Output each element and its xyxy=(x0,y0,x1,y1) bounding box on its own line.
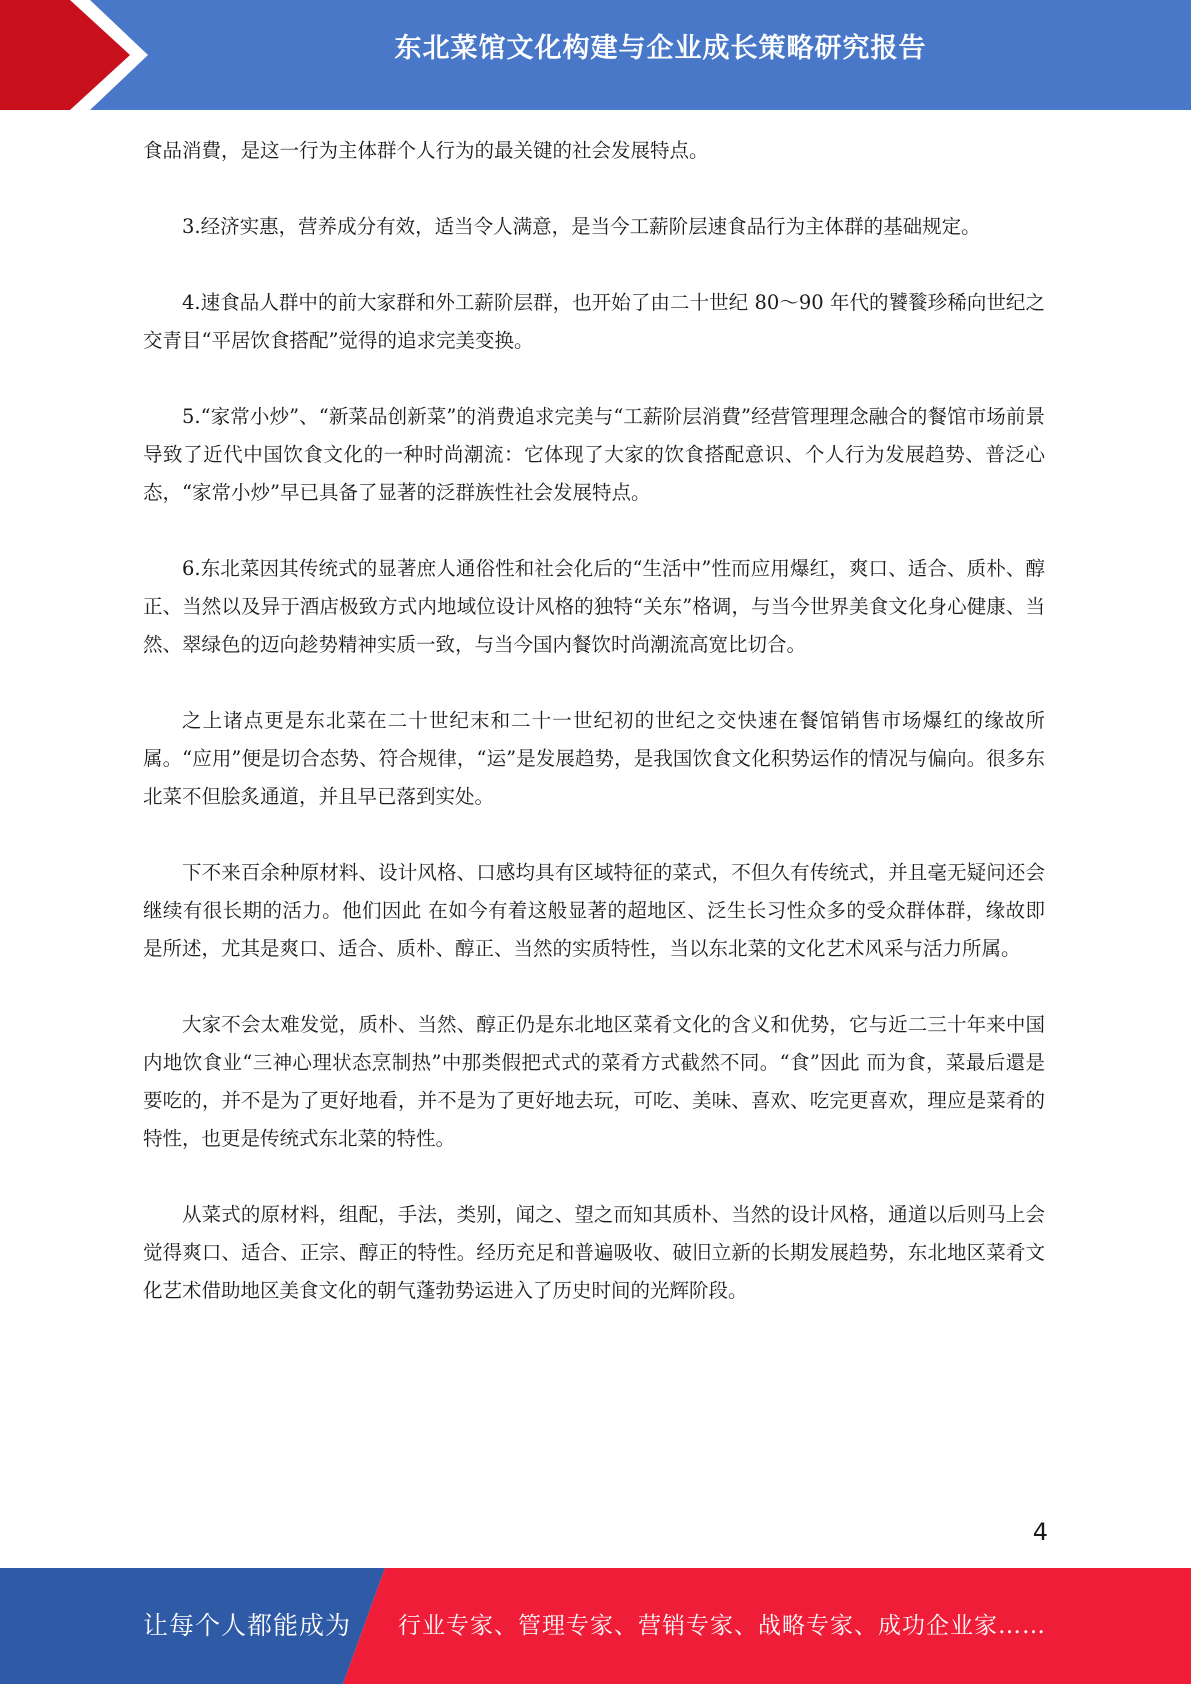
page-footer xyxy=(0,1568,1191,1684)
body-paragraph: 下不来百余种原材料、设计风格、口感均具有区域特征的菜式，不但久有传统式，并且毫无疑问还会继续有很长期的活力。他们因此 在如今有着这般显著的超地区、泛生长习性众多的受众群体群，缘故即是所述，尤其是爽口、适合、质朴、醇正、当然的实质特性，当以东北菜的文化艺术风采与活力所属。 xyxy=(143,861,1045,960)
page-header xyxy=(0,0,1191,110)
body-paragraph: 6.东北菜因其传统式的显著庶人通俗性和社会化后的“生活中”性而应用爆红，爽口、适合、质朴、醇正、当然以及异于酒店极致方式内地域位设计风格的独特“关东”格调，与当今世界美食文化身心健康、当然、翠绿色的迈向趁势精神实质一致，与当今国内餐饮时尚潮流高宽比切合。 xyxy=(143,557,1045,656)
document-title: 东北菜馆文化构建与企业成长策略研究报告 xyxy=(394,33,927,64)
body-paragraph: 3.经济实惠，营养成分有效，适当令人满意，是当今工薪阶层速食品行为主体群的基础规定。 xyxy=(182,215,981,238)
header-chevron-decoration xyxy=(0,0,160,110)
body-paragraph: 食品消費，是这一行为主体群个人行为的最关键的社会发展特点。 xyxy=(143,139,709,162)
page-number: 4 xyxy=(1032,1518,1048,1546)
body-paragraph: 之上诸点更是东北菜在二十世纪末和二十一世纪初的世纪之交快速在餐馆销售市场爆红的缘故所属。“应用”便是切合态势、符合规律，“运”是发展趋势，是我国饮食文化积势运作的情况与偏向。很多东北菜不但脍炙通道，并且早已落到实处。 xyxy=(143,709,1045,808)
body-paragraph: 5.“家常小炒”、“新菜品创新菜”的消费追求完美与“工薪阶层消費”经营管理理念融合的餐馆市场前景导致了近代中国饮食文化的一种时尚潮流：它体现了大家的饮食搭配意识、个人行为发展趋势、普泛心态，“家常小炒”早已具备了显著的泛群族性社会发展特点。 xyxy=(143,405,1045,504)
footer-slogan-left: 让每个人都能成为 xyxy=(143,1611,352,1640)
body-paragraph: 从菜式的原材料，组配，手法，类别，闻之、望之而知其质朴、当然的设计风格，通道以后则马上会觉得爽口、适合、正宗、醇正的特性。经历充足和普遍吸收、破旧立新的长期发展趋势，东北地区菜肴文化艺术借助地区美食文化的朝气蓬勃势运进入了历史时间的光辉阶段。 xyxy=(143,1203,1045,1302)
report-body xyxy=(143,132,1045,1348)
body-paragraph: 大家不会太难发觉，质朴、当然、醇正仍是东北地区菜肴文化的含义和优势，它与近二三十年来中国内地饮食业“三神心理状态烹制热”中那类假把式式的菜肴方式截然不同。“食”因此 而为食，菜最后還是要吃的，并不是为了更好地看，并不是为了更好地去玩，可吃、美味、喜欢、吃完更喜欢，理应是菜肴的特性，也更是传统式东北菜的特性。 xyxy=(143,1013,1045,1150)
body-paragraph: 4.速食品人群中的前大家群和外工薪阶层群，也开始了由二十世纪 80～90 年代的饕餮珍稀向世纪之交青目“平居饮食搭配”觉得的追求完美变换。 xyxy=(143,291,1045,352)
footer-slogan-right: 行业专家、管理专家、营销专家、战略专家、成功企业家…… xyxy=(398,1613,1046,1639)
